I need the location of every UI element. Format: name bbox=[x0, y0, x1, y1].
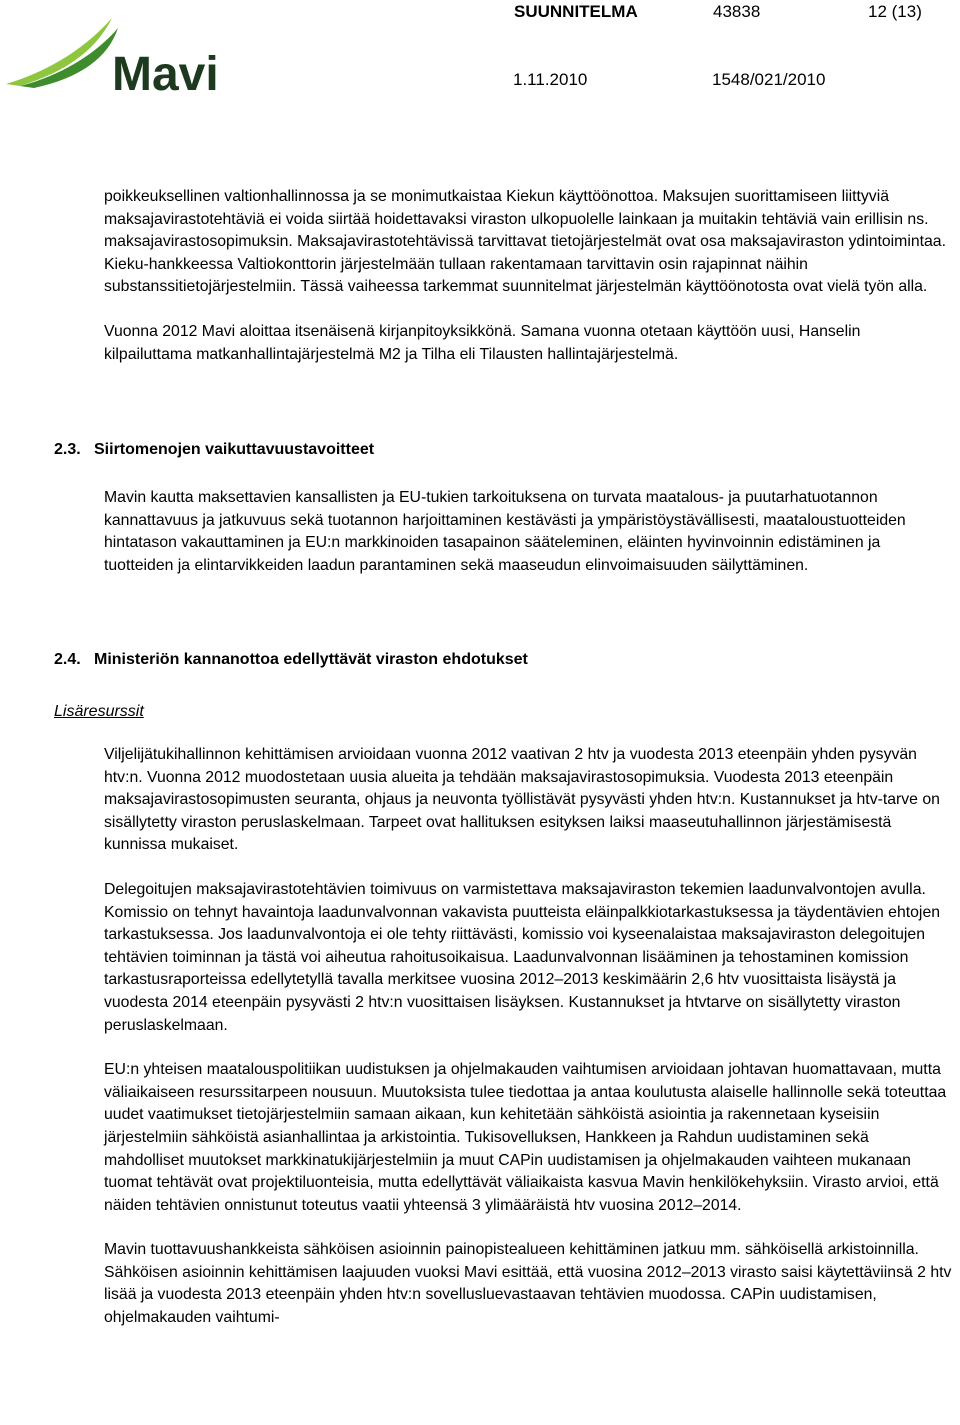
document-reference: 1548/021/2010 bbox=[712, 70, 826, 89]
section-2-4-paragraph-4: Mavin tuottavuushankkeista sähköisen asioinnin painopistealueen kehittäminen jatkuu mm. sähköisellä arkistoinnilla. Sähköisen asioinnin kehittämisen laajuuden vuoksi Mavi esittää, että vuosina 2012–2013 virasto saisi käytettäviinsä 2 htv lisää ja vuodesta 2013 eteenpäin yhden htv:n sovellusluevastaavan tehtävien muodossa. CAPin uudistamisen, ohjelmakauden vaihtumi- bbox=[104, 1241, 952, 1327]
section-2-3-heading bbox=[54, 439, 374, 461]
document-date: 1.11.2010 bbox=[513, 70, 588, 89]
section-2-4-heading bbox=[54, 649, 528, 671]
subheading-lisaresurssit: Lisäresurssit bbox=[54, 703, 144, 720]
section-2-4-paragraph-2: Delegoitujen maksajavirastotehtävien toimivuus on varmistettava maksajaviraston tekemien laadunvalvontojen avulla. Komissio on tehnyt havaintoja laadunvalvonnan vakavista puutteista eläinpalkkiotarkastuksessa ja täydentävien ehtojen tarkastuksessa. Jos laadunvalvontoja ei ole tehty riittävästi, komissio voi kyseenalaistaa maksajaviraston delegoitujen tehtävien toiminnan ja tästä voi aiheutua rahoitusoikaisua. Laadunvalvonnan lisääminen ja tehostaminen komission tarkastusraporteissa edellytetyllä tavalla merkitsee vuosina 2012–2013 keskimäärin 2,6 htv vuosittaista lisäystä ja vuodesta 2014 eteenpäin pysyvästi 2 htv:n vuosittaisen lisäyksen. Kustannukset ja htvtarve on sisällytetty viraston peruslaskelmaan. bbox=[104, 880, 941, 1034]
logo-text: Mavi bbox=[112, 48, 219, 96]
intro-paragraph-1: poikkeuksellinen valtionhallinnossa ja se monimutkaistaa Kiekun käyttöönottoa. Maksujen suorittamiseen liittyviä maksajavirastotehtäviä ei voida siirtää hoidettavaksi viraston ulkopuolelle lainkaan ja muitakin tehtäviä vain erillisin ns. maksajavirastosopimuksin. Maksajavirastotehtävissä tarvittavat tietojärjestelmät ovat osa maksajaviraston ydintoimintaa. Kieku-hankkeessa Valtiokonttorin järjestelmään tullaan rakentamaan tarvittavin osin rajapinnat näihin substanssitietojärjestelmiin. Tässä vaiheessa tarkemmat suunnitelmat järjestelmän käyttöönotosta ovat vielä työn alla. bbox=[104, 188, 946, 296]
mavi-logo bbox=[0, 14, 240, 96]
section-number: 2.4. bbox=[54, 651, 81, 668]
section-2-4-paragraph-1: Viljelijätukihallinnon kehittämisen arvioidaan vuonna 2012 vaativan 2 htv ja vuodesta 2013 eteenpäin yhden pysyvän htv:n. Vuonna 2012 muodostetaan uusia alueita ja tehdään maksajavirastosopimuksia. Vuodesta 2013 eteenpäin maksajavirastosopimusten seuranta, ohjaus ja neuvonta työllistävät pysyvästi yhden htv:n. Kustannukset ja htv-tarve on sisällytetty viraston peruslaskelmaan. Tarpeet ovat hallituksen esityksen laiksi maaseutuhallinnon järjestämisestä kunnissa mukaiset. bbox=[104, 746, 940, 854]
section-title: Ministeriön kannanottoa edellyttävät viraston ehdotukset bbox=[94, 651, 528, 668]
section-2-4-body bbox=[104, 744, 952, 1352]
section-2-3-body bbox=[104, 487, 952, 599]
page-number: 12 (13) bbox=[868, 2, 922, 21]
section-title: Siirtomenojen vaikuttavuustavoitteet bbox=[94, 441, 375, 458]
section-2-3-paragraph: Mavin kautta maksettavien kansallisten ja EU-tukien tarkoituksena on turvata maatalous- ja puutarhatuotannon kannattavuus ja jatkuvuus sekä tuotannon harjoittaminen kestävästi ja ympäristöystävällisesti, maataloustuotteiden hintatason vakauttaminen ja EU:n markkinoiden tasapainon sääteleminen, eläinten hyvinvoinnin edistäminen ja tuotteiden ja elintarvikkeiden laadun parantaminen sekä maaseudun elinvoimaisuuden säilyttäminen. bbox=[104, 489, 906, 574]
intro-paragraph-2: Vuonna 2012 Mavi aloittaa itsenäisenä kirjanpitoyksikkönä. Samana vuonna otetaan käyttöön uusi, Hanselin kilpailuttama matkanhallintajärjestelmä M2 ja Tilha eli Tilausten hallintajärjestelmä. bbox=[104, 322, 861, 363]
section-number: 2.3. bbox=[54, 441, 81, 458]
document-number: 43838 bbox=[713, 2, 761, 21]
document-type: SUUNNITELMA bbox=[514, 2, 638, 21]
section-2-4-paragraph-3: EU:n yhteisen maatalouspolitiikan uudistuksen ja ohjelmakauden vaihtumisen arvioidaan johtavan huomattavaan, mutta väliaikaiseen resurssitarpeen nousuun. Muutoksista tulee tiedottaa ja antaa koulutusta alaiselle hallinnolle sekä toteuttaa uudet vaatimukset tietojärjestelmiin samaan aikaan, kun kehitetään sähköistä asiointia ja rakennetaan kyseisiin järjestelmiin sähköistä asianhallintaa ja arkistointia. Tukisovelluksen, Hankkeen ja Rahdun uudistaminen sekä mahdolliset muutokset markkinatukijärjestelmiin ja muut CAPin uudistamisen ja ohjelmakauden vaihteen mukanaan tuomat tehtävät ovat projektiluonteisia, mutta edellyttävät väliaikaista kasvua Mavin henkilökehyksiin. Virasto arvioi, että näiden tehtävien onnistunut toteutus vaatii yhteensä 3 ylimääräistä htv vuosina 2012–2014. bbox=[104, 1061, 947, 1214]
intro-section bbox=[104, 186, 952, 388]
